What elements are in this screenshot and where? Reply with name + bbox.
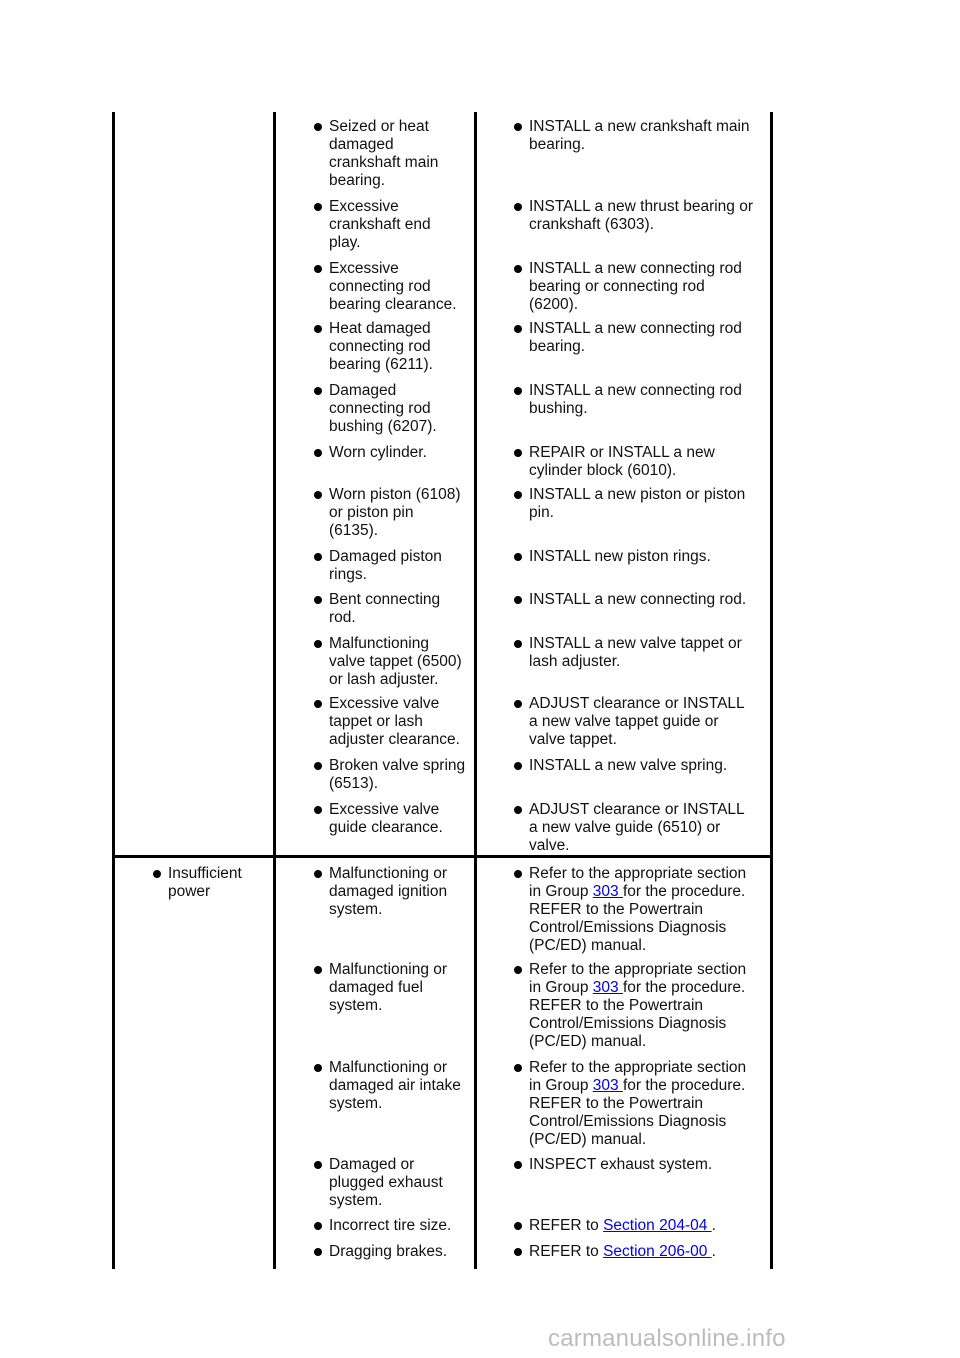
action-item — [529, 486, 745, 522]
action-text: INSTALL a new thrust bearing or crankshaft (6303). — [529, 198, 754, 233]
action-item — [529, 260, 742, 314]
possible-source-item — [329, 548, 442, 584]
action-item — [529, 1217, 716, 1235]
possible-source-item — [329, 801, 443, 837]
possible-source-item — [329, 260, 457, 314]
possible-source-item — [329, 486, 461, 540]
action-item — [529, 198, 753, 234]
action-text: Refer to the appropriate section in Group 303 for the procedure. REFER to the Powertrain Control/Emissions Diagnosis (PC/ED) manual. — [529, 961, 747, 1050]
possible-source-text: Bent connecting rod. — [329, 591, 441, 626]
action-item — [529, 1059, 746, 1149]
possible-source-text: Malfunctioning or damaged fuel system. — [329, 961, 448, 1014]
possible-source-text: Excessive connecting rod bearing clearance. — [329, 260, 457, 313]
action-text: REFER to Section 206-00 . — [529, 1243, 716, 1260]
symptom-item — [168, 865, 242, 901]
possible-source-item — [329, 695, 460, 749]
possible-source-text: Damaged piston rings. — [329, 548, 442, 583]
possible-source-text: Broken valve spring (6513). — [329, 757, 466, 792]
row-divider — [112, 855, 773, 858]
possible-source-item — [329, 591, 440, 627]
watermark-text: carmanualsonline.info — [548, 1325, 786, 1352]
action-item — [529, 757, 727, 775]
action-item — [529, 320, 742, 356]
action-text: INSTALL a new valve tappet or lash adjuster. — [529, 635, 742, 670]
group-303-link[interactable]: 303 — [592, 979, 623, 996]
action-text: REPAIR or INSTALL a new cylinder block (6010). — [529, 444, 715, 479]
possible-source-item — [329, 1217, 451, 1235]
action-item — [529, 961, 746, 1051]
action-text: INSTALL a new connecting rod bearing or connecting rod (6200). — [529, 260, 742, 313]
action-item — [529, 635, 742, 671]
action-text: ADJUST clearance or INSTALL a new valve guide (6510) or valve. — [529, 801, 745, 854]
possible-source-text: Seized or heat damaged crankshaft main bearing. — [329, 118, 439, 189]
possible-source-item — [329, 444, 427, 462]
possible-source-item — [329, 118, 438, 190]
possible-source-item — [329, 635, 462, 689]
section-206-00-link[interactable]: Section 206-00 — [603, 1243, 712, 1260]
possible-source-item — [329, 757, 465, 793]
possible-source-item — [329, 1059, 461, 1113]
symptom-text: Insufficient power — [168, 865, 242, 900]
action-text: REFER to Section 204-04 . — [529, 1217, 716, 1234]
group-303-link[interactable]: 303 — [592, 883, 623, 900]
table-left-border — [112, 112, 115, 1269]
possible-source-text: Excessive valve tappet or lash adjuster clearance. — [329, 695, 460, 748]
action-text: INSTALL a new connecting rod bearing. — [529, 320, 742, 355]
action-text: INSPECT exhaust system. — [529, 1156, 713, 1173]
action-item — [529, 382, 742, 418]
possible-source-text: Damaged connecting rod bushing (6207). — [329, 382, 437, 435]
action-item — [529, 548, 711, 566]
action-item — [529, 591, 746, 609]
action-item — [529, 801, 745, 855]
possible-source-text: Worn cylinder. — [329, 444, 427, 461]
group-303-link[interactable]: 303 — [592, 1077, 623, 1094]
possible-source-text: Malfunctioning or damaged air intake system. — [329, 1059, 461, 1112]
action-item — [529, 1243, 716, 1261]
possible-source-text: Heat damaged connecting rod bearing (6211). — [329, 320, 433, 373]
action-text: Refer to the appropriate section in Group 303 for the procedure. REFER to the Powertrain Control/Emissions Diagnosis (PC/ED) manual. — [529, 865, 747, 954]
action-text: INSTALL a new valve spring. — [529, 757, 728, 774]
table-right-border — [770, 112, 773, 1269]
possible-source-text: Malfunctioning or damaged ignition system. — [329, 865, 448, 918]
action-item — [529, 695, 745, 749]
possible-source-text: Incorrect tire size. — [329, 1217, 452, 1234]
action-text: Refer to the appropriate section in Group 303 for the procedure. REFER to the Powertrain Control/Emissions Diagnosis (PC/ED) manual. — [529, 1059, 747, 1148]
possible-source-item — [329, 198, 431, 252]
possible-source-text: Excessive crankshaft end play. — [329, 198, 431, 251]
possible-source-item — [329, 382, 437, 436]
column-divider-1 — [273, 112, 276, 1269]
action-item — [529, 1156, 712, 1174]
action-text: INSTALL a new connecting rod. — [529, 591, 747, 608]
action-text: ADJUST clearance or INSTALL a new valve tappet guide or valve tappet. — [529, 695, 745, 748]
action-text: INSTALL a new connecting rod bushing. — [529, 382, 742, 417]
possible-source-item — [329, 1243, 447, 1261]
possible-source-item — [329, 865, 447, 919]
possible-source-text: Worn piston (6108) or piston pin (6135). — [329, 486, 461, 539]
action-text: INSTALL new piston rings. — [529, 548, 711, 565]
possible-source-item — [329, 961, 447, 1015]
action-item — [529, 865, 746, 955]
possible-source-text: Malfunctioning valve tappet (6500) or lash adjuster. — [329, 635, 462, 688]
possible-source-text: Excessive valve guide clearance. — [329, 801, 443, 836]
possible-source-text: Dragging brakes. — [329, 1243, 448, 1260]
action-text: INSTALL a new piston or piston pin. — [529, 486, 746, 521]
action-item — [529, 118, 750, 154]
action-text: INSTALL a new crankshaft main bearing. — [529, 118, 750, 153]
possible-source-item — [329, 320, 433, 374]
column-divider-2 — [474, 112, 477, 1269]
section-204-04-link[interactable]: Section 204-04 — [603, 1217, 712, 1234]
possible-source-item — [329, 1156, 443, 1210]
possible-source-text: Damaged or plugged exhaust system. — [329, 1156, 443, 1209]
action-item — [529, 444, 715, 480]
